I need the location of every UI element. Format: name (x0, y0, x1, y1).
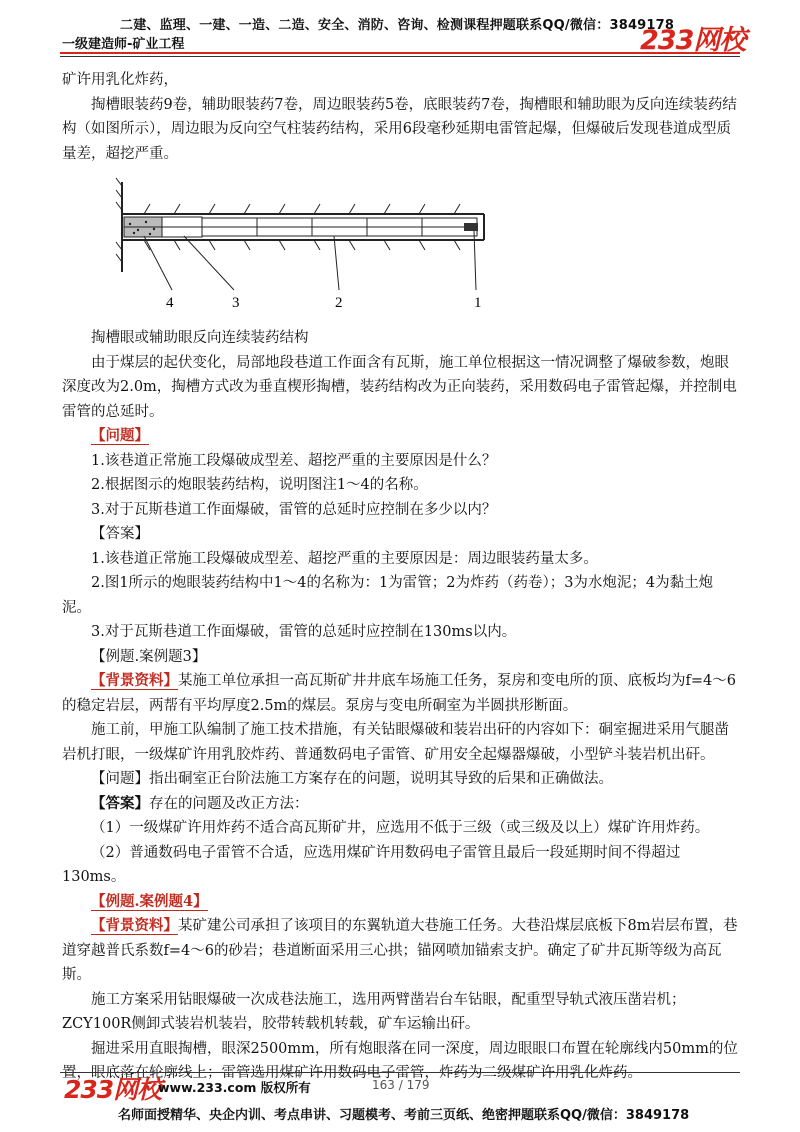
charge-structure-diagram (114, 172, 514, 322)
answer-item: （1）一级煤矿许用炸药不适合高瓦斯矿井，应选用不低于三级（或三级及以上）煤矿许用炸药。 (91, 820, 710, 836)
document-body (62, 68, 742, 1086)
footer-site-link[interactable]: www.233.com 版权所有 (158, 1080, 311, 1095)
header-divider (60, 52, 740, 54)
answer-tag: 【答案】 (91, 526, 149, 542)
paragraph: 某矿建公司承担了该项目的东翼轨道大巷施工任务。大巷沿煤层底板下8m岩层布置，巷道穿越普氏系数f=4～6的砂岩；巷道断面采用三心拱；锚网喷加锚索支护。确定了矿井瓦斯等级为高瓦斯。 (62, 918, 738, 983)
figure-label-2: 2 (335, 295, 343, 311)
example-heading: 【例题.案例题4】 (91, 892, 208, 910)
footer-promo-text: 名师面授精华、央企内训、考点串讲、习题模考、考前三页纸、绝密押题联系QQ/微信：3849178 (118, 1108, 690, 1123)
question-item: 3.对于瓦斯巷道工作面爆破，雷管的总延时应控制在多少以内？ (91, 501, 497, 518)
figure-label-1: 1 (474, 295, 482, 311)
header-contact-line: 二建、监理、一建、一造、二造、安全、消防、咨询、检测课程押题联系QQ/微信：3849178 (120, 18, 675, 33)
background-tag: 【背景资料】 (91, 917, 178, 934)
example-heading: 【例题.案例题3】 (91, 648, 207, 665)
background-tag: 【背景资料】 (91, 672, 178, 689)
paragraph: 施工方案采用钻眼爆破一次成巷法施工，选用两臂凿岩台车钻眼，配重型导轨式液压凿岩机；ZCY100R侧卸式装岩机装岩，胶带转载机转载，矿车运输出矸。 (62, 991, 686, 1032)
paragraph: 某施工单位承担一高瓦斯矿井井底车场施工任务，泵房和变电所的顶、底板均为f=4～6的稳定岩层，两帮有平均厚度2.5m的煤层。泵房与变电所硐室为半圆拱形断面。 (62, 673, 736, 714)
header-subject: 一级建造师-矿业工程 (62, 37, 185, 52)
page-number: 163 / 179 (372, 1078, 430, 1092)
paragraph: 由于煤层的起伏变化，局部地段巷道工作面含有瓦斯，施工单位根据这一情况调整了爆破参数，炮眼深度改为2.0m，掏槽方式改为垂直楔形掏槽，装药结构改为正向装药，采用数码电子雷管起爆，并控制电雷管的总延时。 (62, 354, 737, 420)
figure-label-4: 4 (166, 295, 174, 311)
paragraph: 施工前，甲施工队编制了施工技术措施，有关钻眼爆破和装岩出矸的内容如下：硐室掘进采用气腿凿岩机打眼，一级煤矿许用乳胶炸药、普通数码电子雷管、矿用安全起爆器爆破，小型铲斗装岩机出矸。 (62, 722, 729, 763)
question-item: 2.根据图示的炮眼装药结构，说明图注1～4的名称。 (91, 477, 428, 493)
paragraph: 矿许用乳化炸药， (62, 72, 178, 88)
answer-tag: 【答案】 (91, 794, 149, 812)
answer-item: 2.图1所示的炮眼装药结构中1～4的名称为：1为雷管；2为炸药（药卷）；3为水炮泥；4为黏土炮泥。 (62, 575, 714, 616)
brand-logo: 233网校 (640, 25, 746, 56)
answer-item: （2）普通数码电子雷管不合适，应选用煤矿许用数码电子雷管且最后一段延期时间不得超过130ms。 (62, 844, 681, 885)
footer-logo: 233网校 (64, 1075, 162, 1104)
footer-divider (60, 1072, 740, 1073)
paragraph: 掘进采用直眼掏槽，眼深2500mm，所有炮眼落在同一深度，周边眼眼口布置在轮廓线内50mm的位置，眼底落在轮廓线上；雷管选用煤矿许用数码电子雷管，炸药为二级煤矿许用乳化炸药。 (62, 1040, 738, 1081)
header-divider-thin (60, 56, 740, 57)
paragraph: 掏槽眼装药9卷，辅助眼装药7卷，周边眼装药5卷，底眼装药7卷，掏槽眼和辅助眼为反向连续装药结构（如图所示），周边眼为反向空气柱装药结构，采用6段毫秒延期电雷管起爆，但爆破后发现巷道成型质量差，超挖严重。 (62, 96, 737, 162)
answer-item: 1.该巷道正常施工段爆破成型差、超挖严重的主要原因是：周边眼装药量太多。 (91, 550, 598, 567)
question-item: 1.该巷道正常施工段爆破成型差、超挖严重的主要原因是什么？ (91, 452, 497, 469)
figure-caption: 掏槽眼或辅助眼反向连续装药结构 (91, 330, 309, 346)
question-tag: 【问题】 (91, 427, 149, 444)
answer-item: 3.对于瓦斯巷道工作面爆破，雷管的总延时应控制在130ms以内。 (91, 624, 517, 640)
question-item: 【问题】指出硐室正台阶法施工方案存在的问题，说明其导致的后果和正确做法。 (91, 771, 613, 787)
figure-label-3: 3 (232, 295, 240, 311)
answer-heading: 存在的问题及改正方法： (149, 795, 309, 812)
charge-structure-figure (114, 172, 514, 322)
